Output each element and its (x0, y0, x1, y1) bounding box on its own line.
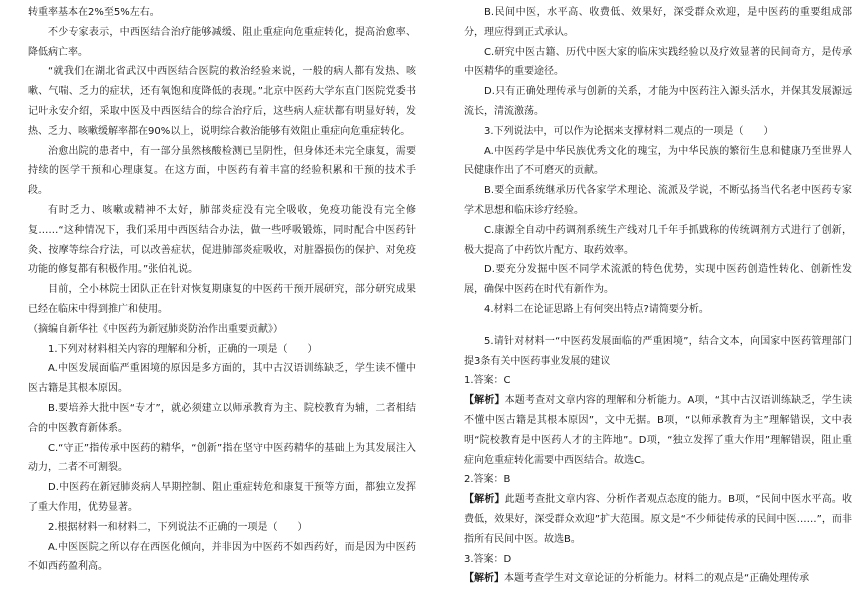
left-paragraph (28, 201, 416, 280)
paragraph-text: “就我们在湖北省武汉中西医结合医院的救治经验来说，一般的病人都有发热、咳嗽、气喘、乏力的症状，还有氧饱和度降低的表现。”北京中医药大学东直门医院党委书记叶永安介绍，采取中医及中西医结合的综合治疗后，这些病人症状都有明显好转，发热、乏力、咳嗽缓解率都在90%以上，说明综合救治能够有效阻止重症向危重症转化。 (28, 66, 416, 137)
paragraph-text: D.中医药在新冠肺炎病人早期控制、阻止重症转危和康复干预等方面，都独立发挥了重大作用，优势显著。 (28, 482, 416, 513)
paragraph-text: C.“守正”指传承中医药的精华，“创新”指在坚守中医药精华的基础上为其发展注入动力，二者不可割裂。 (28, 442, 416, 474)
paragraph-text: 本题考查学生对文章论证的分析能力。材料二的观点是“正确处理传承 (504, 573, 810, 585)
paragraph-text: 2.答案：B (464, 474, 511, 486)
left-paragraph (28, 518, 416, 538)
analysis-tag: 【解析】 (464, 395, 505, 407)
right-paragraph (464, 550, 852, 570)
paragraph-text: 治愈出院的患者中，有一部分虽然核酸检测已呈阴性，但身体还未完全康复，需要持续的医学干预和心理康复。在这方面，中医药有着丰富的经验积累和干预的技术手段。 (28, 145, 416, 197)
right-paragraph (464, 181, 852, 221)
left-paragraph (28, 280, 416, 320)
paragraph-text: 1.答案：C (464, 375, 511, 387)
paragraph-text: A.中医医院之所以存在西医化倾向，并非因为中医药不如西药好，而是因为中医药不如西药盈利高。 (28, 541, 416, 573)
paragraph-text: 2.根据材料一和材料二，下列说法不正确的一项是（ ） (48, 521, 308, 533)
paragraph-text: C.康源全自动中药调剂系统生产线对几千年手抓戥称的传统调剂方式进行了创新，极大提高了中药饮片配方、取药效率。 (464, 224, 852, 256)
blank-gap (464, 320, 852, 332)
paragraph-text: 1.下列对材料相关内容的理解和分析，正确的一项是（ ） (48, 343, 318, 355)
paragraph-text: B.要全面系统继承历代各家学术理论、流派及学说，不断弘扬当代名老中医药专家学术思想和临床诊疗经验。 (464, 185, 852, 216)
paragraph-text: 本题考查对文章内容的理解和分析能力。A项，“其中古汉语训练缺乏，学生读不懂中医古籍是其根本原因”，文中无据。B项，“以师承教育为主”理解错误，文中表明“院校教育是中医药人才的主阵地”。D项，“独立发挥了重大作用”理解错误，阻止重症向危重症转化需要中西医结合。故选C。 (464, 395, 853, 466)
paragraph-text: C.研究中医古籍、历代中医大家的临床实践经验以及疗效显著的民间奇方，是传承中医精华的重要途径。 (464, 46, 852, 78)
left-column (28, 3, 416, 607)
paragraph-text: 3.下列说法中，可以作为论据来支撑材料二观点的一项是（ ） (484, 125, 774, 137)
left-paragraph (28, 62, 416, 141)
paragraph-text: 此题考查批文章内容、分析作者观点态度的能力。B项，“民间中医水平高。收费低，效果好，深受群众欢迎”扩大范围。原文是“不少师徒传承的民间中医……”，而非指所有民间中医。故选B。 (464, 494, 853, 545)
paragraph-text: B.民间中医，水平高、收费低、效果好，深受群众欢迎，是中医药的重要组成部分，理应得到正式承认。 (464, 7, 852, 38)
right-paragraph (464, 221, 852, 261)
paragraph-text: D.只有正确处理传承与创新的关系，才能为中医药注入源头活水，并保其发展源远流长，清流激荡。 (464, 86, 852, 117)
left-paragraph (28, 478, 416, 518)
right-paragraph (464, 142, 852, 182)
left-paragraph (28, 399, 416, 439)
paragraph-text: B.要培养大批中医“专才”，就必须建立以师承教育为主、院校教育为辅，二者相结合的中医教育新体系。 (28, 402, 416, 434)
right-paragraph (464, 122, 852, 142)
left-paragraph (28, 439, 416, 479)
right-paragraph (464, 3, 852, 43)
left-paragraph (28, 320, 416, 340)
right-paragraph (464, 260, 852, 300)
paragraph-text: 目前，仝小林院士团队正在针对恢复期康复的中医药干预开展研究，部分研究成果已经在临床中得到推广和使用。 (28, 284, 416, 315)
right-paragraph (464, 82, 852, 122)
paragraph-text: 转重率基本在2%至5%左右。 (28, 7, 160, 18)
paragraph-text: 3.答案：D (464, 553, 512, 565)
left-paragraph (28, 23, 416, 63)
right-paragraph (464, 371, 852, 391)
right-paragraph (464, 43, 852, 83)
analysis-tag: 【解析】 (464, 573, 504, 585)
paragraph-text: 5.请针对材料一“中医药发展面临的严重困境”，结合文本，向国家中医药管理部门提3条有关中医药事业发展的建议 (464, 335, 852, 367)
analysis-tag: 【解析】 (464, 494, 505, 506)
left-paragraph (28, 359, 416, 399)
right-paragraph (464, 490, 852, 549)
left-paragraph (28, 142, 416, 201)
right-paragraph (464, 569, 852, 589)
right-paragraph (464, 300, 852, 320)
paragraph-text: A.中医发展面临严重困境的原因是多方面的，其中古汉语训练缺乏，学生读不懂中医古籍是其根本原因。 (28, 363, 416, 395)
paragraph-text: D.要充分发掘中医不同学术流派的特色优势，实现中医药创造性转化、创新性发展，确保中医药在时代有新作为。 (464, 264, 852, 296)
paragraph-text: A.中医药学是中华民族优秀文化的瑰宝，为中华民族的繁衍生息和健康乃至世界人民健康作出了不可磨灭的贡献。 (464, 145, 852, 177)
paragraph-text: 有时乏力、咳嗽或精神不太好，肺部炎症没有完全吸收，免疫功能没有完全修复……“这种情况下，我们采用中西医结合办法，做一些呼吸锻炼，同时配合中医药针灸、按摩等综合疗法，可以改善症状，促进肺部炎症吸收，对脏器损伤的保护、对免疫功能的修复都有积极作用。”张伯礼说。 (28, 204, 416, 276)
left-paragraph (28, 3, 416, 23)
right-paragraph (464, 470, 852, 490)
paragraph-text: 4.材料二在论证思路上有何突出特点?请简要分析。 (484, 303, 709, 315)
paragraph-text: （摘编自新华社《中医药为新冠肺炎防治作出重要贡献》） (28, 323, 283, 335)
left-paragraph (28, 538, 416, 578)
left-paragraph (28, 340, 416, 360)
right-paragraph (464, 332, 852, 372)
right-column (464, 3, 852, 607)
paragraph-text: 不少专家表示，中西医结合治疗能够减缓、阻止重症向危重症转化，提高治愈率、降低病亡率。 (28, 26, 416, 58)
right-paragraph (464, 391, 852, 470)
